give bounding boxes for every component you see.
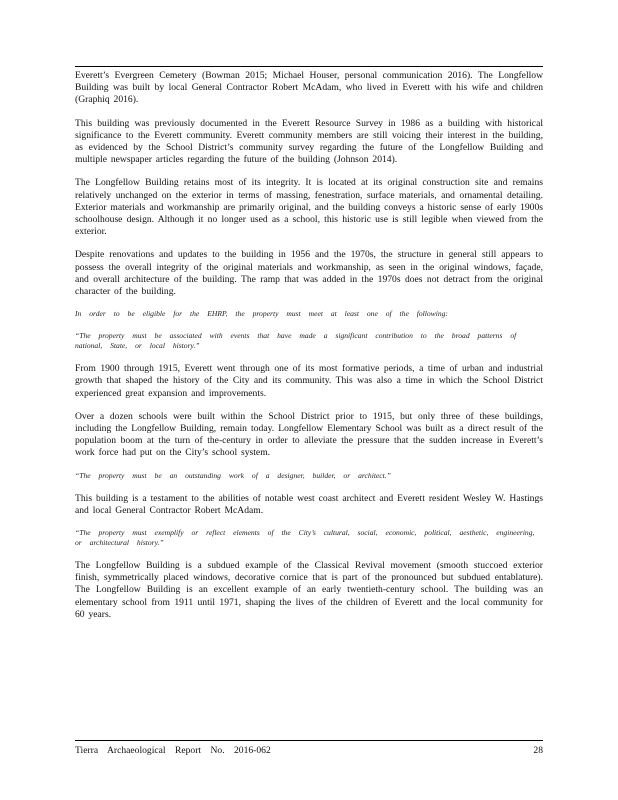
paragraph-formative-period: From 1900 through 1915, Everett went through one of its most formative periods, a time of urban and industrial growth that shaped the history of the City and its community. This was also a time in which the School District experienced great expansion and improvements.: [75, 363, 543, 399]
paragraph-previous-documentation: This building was previously documented in the Everett Resource Survey in 1986 as a building with historical significance to the Everett community. Everett community members are still voicing their interest in the building, as evidenced by the School District’s community survey regarding the future of the Longfellow Building and multiple newspaper articles regarding the future of the building (Johnson 2014).: [75, 117, 543, 166]
page-footer: [75, 745, 543, 756]
paragraph-architect: This building is a testament to the abilities of notable west coast architect and Everett resident Wesley W. Hastings and local General Contractor Robert McAdam.: [75, 492, 543, 516]
criterion-events-quote: “The property must be associated with events that have made a significant contribution to the broad patterns of national, State, or local history.”: [75, 331, 517, 351]
criterion-designer-quote: “The property must be an outstanding work of a designer, builder, or architect.”: [75, 470, 391, 480]
criteria-intro: In order to be eligible for the EHRP, the property must meet at least one of the following:: [75, 309, 448, 319]
paragraph-schools-built: Over a dozen schools were built within the School District prior to 1915, but only three of these buildings, including the Longfellow Building, remain today. Longfellow Elementary School was built as a direct result of the population boom at the turn of the-century in order to alleviate the pressure that the sudden increase in Everett’s work force had put on the City’s school system.: [75, 410, 543, 459]
paragraph-renovations: Despite renovations and updates to the building in 1956 and the 1970s, the structure in general still appears to possess the overall integrity of the original materials and workmanship, as seen in the original windows, façade, and overall architecture of the building. The ramp that was added in the 1970s does not detract from the original character of the building.: [75, 249, 543, 298]
paragraph-cemetery: Everett’s Evergreen Cemetery (Bowman 2015; Michael Houser, personal communication 2016). The Longfellow Building was built by local General Contractor Robert McAdam, who lived in Everett with his wife and children (Graphiq 2016).: [75, 70, 543, 106]
paragraph-integrity: The Longfellow Building retains most of its integrity. It is located at its original construction site and remains relatively unchanged on the exterior in terms of massing, fenestration, surface materials, and ornamental detailing. Exterior materials and workmanship are primarily original, and the building conveys a historic sense of early 1900s schoolhouse design. Although it no longer used as a school, this historic use is still legible when viewed from the exterior.: [75, 177, 543, 238]
page-number: 28: [533, 745, 543, 756]
top-rule: [75, 66, 543, 67]
paragraph-classical-revival: The Longfellow Building is a subdued example of the Classical Revival movement (smooth stuccoed exterior finish, symmetrically placed windows, decorative cornice that is part of the pronounced but subdued entablature). The Longfellow Building is an excellent example of an early twentieth-century school. The building was an elementary school from 1911 until 1971, shaping the lives of the children of Everett and the local community for 60 years.: [75, 560, 543, 620]
body-text: [75, 70, 543, 632]
bottom-rule: [75, 740, 543, 741]
criterion-elements-quote: “The property must exemplify or reflect elements of the City’s cultural, social, economic, political, aesthetic, engineering, or architectural history.”: [75, 528, 535, 548]
report-title: Tierra Archaeological Report No. 2016-062: [75, 745, 271, 756]
